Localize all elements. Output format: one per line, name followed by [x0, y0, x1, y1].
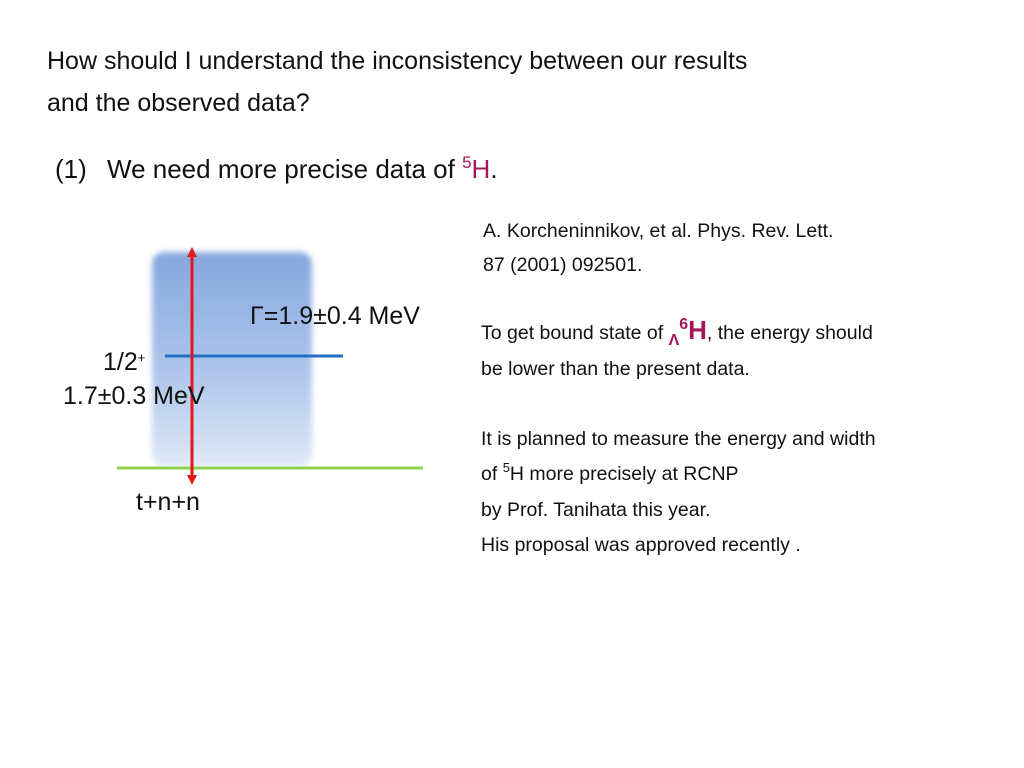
point-1-superscript: 5 — [462, 153, 472, 172]
lambda-subscript: Λ — [668, 332, 680, 349]
point-1-number: (1) — [55, 154, 87, 184]
explanation-line-1 — [481, 313, 876, 352]
question-line-2: and the observed data? — [47, 89, 310, 117]
spin-parity-label — [103, 348, 145, 377]
threshold-label: t+n+n — [136, 488, 200, 516]
explanation-line-4 — [481, 457, 876, 493]
explanation-text: To get bound state of — [481, 322, 664, 344]
explanation-line-6: His proposal was approved recently . — [481, 534, 801, 556]
explanation-text: of — [481, 463, 498, 485]
explanation — [481, 313, 876, 563]
width-label: Γ=1.9±0.4 MeV — [250, 302, 420, 330]
isotope-mass: 5 — [502, 460, 510, 475]
hypernucleus-mass: 6 — [679, 316, 689, 333]
explanation-text: H more precisely at RCNP — [509, 463, 739, 485]
explanation-line-5: by Prof. Tanihata this year. — [481, 499, 711, 521]
point-1-text: We need more precise data of — [107, 154, 455, 184]
explanation-line-3: It is planned to measure the energy and width — [481, 428, 876, 450]
spin-label: 1/2 — [103, 348, 138, 376]
explanation-line-2: be lower than the present data. — [481, 358, 750, 380]
hypernucleus-symbol: H — [688, 315, 707, 345]
explanation-text: , the energy should — [706, 322, 873, 344]
energy-label: 1.7±0.3 MeV — [63, 382, 205, 410]
reference-line-1: A. Korcheninnikov, et al. Phys. Rev. Lett. — [483, 220, 834, 242]
spacer — [481, 387, 876, 422]
question-line-1: How should I understand the inconsistency between our results — [47, 47, 748, 75]
parity-superscript: + — [137, 350, 146, 365]
point-1-symbol: H — [471, 154, 491, 184]
reference-line-2: 87 (2001) 092501. — [483, 254, 643, 276]
point-1-end: . — [490, 154, 498, 184]
